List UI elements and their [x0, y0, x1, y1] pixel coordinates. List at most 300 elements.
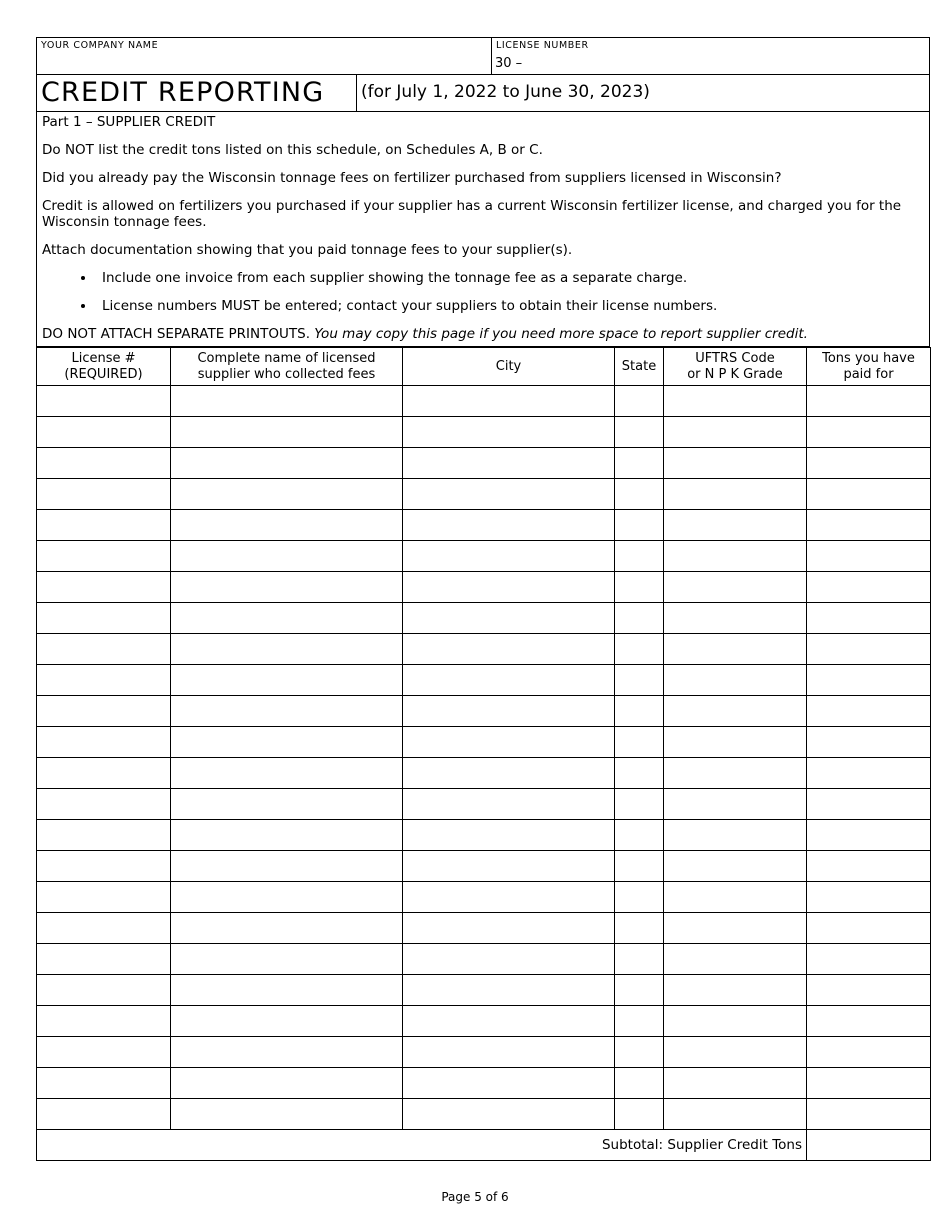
tons-input[interactable]: [807, 666, 930, 694]
table-row: [37, 417, 931, 448]
supplier-input[interactable]: [171, 821, 402, 849]
cell-state: [615, 1068, 664, 1099]
state-input[interactable]: [615, 635, 663, 663]
company-name-label: YOUR COMPANY NAME: [41, 40, 159, 51]
tons-input[interactable]: [807, 697, 930, 725]
uftrs-input[interactable]: [664, 852, 806, 880]
table-header-row: [37, 348, 931, 386]
company-name-cell: [37, 38, 492, 74]
cell-license: [37, 448, 171, 479]
table-row: [37, 789, 931, 820]
uftrs-input[interactable]: [664, 542, 806, 570]
cell-supplier: [171, 479, 403, 510]
title-row: [36, 75, 930, 112]
company-name-input[interactable]: [40, 56, 480, 71]
tons-input[interactable]: [807, 945, 930, 973]
cell-uftrs: [664, 696, 807, 727]
cell-city: [403, 541, 615, 572]
uftrs-input[interactable]: [664, 1038, 806, 1066]
part-heading: Part 1 – SUPPLIER CREDIT: [42, 114, 216, 130]
cell-state: [615, 1006, 664, 1037]
state-input[interactable]: [615, 573, 663, 601]
tons-input[interactable]: [807, 852, 930, 880]
cell-state: [615, 665, 664, 696]
table-row: [37, 727, 931, 758]
cell-license: [37, 541, 171, 572]
state-input[interactable]: [615, 604, 663, 632]
instruction-text: Did you already pay the Wisconsin tonnage fees on fertilizer purchased from suppliers licensed in Wisconsin?: [42, 170, 782, 186]
cell-supplier: [171, 603, 403, 634]
license-input[interactable]: [37, 635, 170, 663]
table-row: [37, 913, 931, 944]
cell-tons: [807, 913, 931, 944]
license-input[interactable]: [37, 976, 170, 1004]
supplier-input[interactable]: [171, 976, 402, 1004]
table-row: [37, 820, 931, 851]
cell-tons: [807, 758, 931, 789]
cell-license: [37, 913, 171, 944]
uftrs-input[interactable]: [664, 914, 806, 942]
cell-license: [37, 696, 171, 727]
city-input[interactable]: [403, 1007, 614, 1035]
cell-state: [615, 1099, 664, 1130]
supplier-input[interactable]: [171, 945, 402, 973]
state-input[interactable]: [615, 1100, 663, 1128]
city-input[interactable]: [403, 790, 614, 818]
state-input[interactable]: [615, 418, 663, 446]
cell-tons: [807, 1068, 931, 1099]
uftrs-input[interactable]: [664, 945, 806, 973]
cell-supplier: [171, 448, 403, 479]
license-number-value[interactable]: 30 –: [495, 56, 523, 71]
city-input[interactable]: [403, 1100, 614, 1128]
supplier-input[interactable]: [171, 1038, 402, 1066]
cell-license: [37, 851, 171, 882]
cell-state: [615, 975, 664, 1006]
cell-state: [615, 634, 664, 665]
tons-input[interactable]: [807, 976, 930, 1004]
cell-city: [403, 1099, 615, 1130]
state-input[interactable]: [615, 387, 663, 415]
state-input[interactable]: [615, 697, 663, 725]
cell-city: [403, 882, 615, 913]
state-input[interactable]: [615, 759, 663, 787]
cell-uftrs: [664, 572, 807, 603]
column-header-supplier: Complete name of licensed supplier who collected fees: [171, 348, 403, 386]
cell-tons: [807, 820, 931, 851]
cell-uftrs: [664, 386, 807, 417]
cell-supplier: [171, 727, 403, 758]
city-input[interactable]: [403, 542, 614, 570]
uftrs-input[interactable]: [664, 1007, 806, 1035]
tons-input[interactable]: [807, 1007, 930, 1035]
cell-city: [403, 417, 615, 448]
license-input[interactable]: [37, 914, 170, 942]
tons-input[interactable]: [807, 511, 930, 539]
cell-license: [37, 603, 171, 634]
cell-uftrs: [664, 944, 807, 975]
cell-tons: [807, 944, 931, 975]
table-row: [37, 665, 931, 696]
subtotal-row: [37, 1130, 931, 1161]
tons-input[interactable]: [807, 883, 930, 911]
cell-supplier: [171, 1006, 403, 1037]
tons-input[interactable]: [807, 914, 930, 942]
license-number-label: LICENSE NUMBER: [496, 40, 589, 51]
cell-license: [37, 510, 171, 541]
state-input[interactable]: [615, 790, 663, 818]
license-input[interactable]: [37, 883, 170, 911]
uftrs-input[interactable]: [664, 604, 806, 632]
uftrs-input[interactable]: [664, 480, 806, 508]
supplier-input[interactable]: [171, 852, 402, 880]
cell-city: [403, 1037, 615, 1068]
cell-uftrs: [664, 1037, 807, 1068]
cell-license: [37, 417, 171, 448]
cell-tons: [807, 975, 931, 1006]
tons-input[interactable]: [807, 759, 930, 787]
cell-state: [615, 448, 664, 479]
license-number-cell: [492, 38, 929, 74]
license-input[interactable]: [37, 573, 170, 601]
city-input[interactable]: [403, 759, 614, 787]
tons-input[interactable]: [807, 635, 930, 663]
cell-license: [37, 975, 171, 1006]
cell-state: [615, 696, 664, 727]
uftrs-input[interactable]: [664, 511, 806, 539]
cell-city: [403, 386, 615, 417]
cell-supplier: [171, 820, 403, 851]
tons-input[interactable]: [807, 480, 930, 508]
cell-supplier: [171, 510, 403, 541]
city-input[interactable]: [403, 914, 614, 942]
cell-license: [37, 727, 171, 758]
cell-uftrs: [664, 479, 807, 510]
table-row: [37, 448, 931, 479]
table-row: [37, 1099, 931, 1130]
table-row: [37, 944, 931, 975]
subtotal-label: Subtotal: Supplier Credit Tons: [37, 1130, 807, 1161]
state-input[interactable]: [615, 449, 663, 477]
cell-uftrs: [664, 820, 807, 851]
supplier-credit-table: [36, 347, 931, 1161]
cell-city: [403, 1068, 615, 1099]
column-header-tons: Tons you have paid for: [807, 348, 931, 386]
tons-input[interactable]: [807, 790, 930, 818]
cell-state: [615, 882, 664, 913]
cell-uftrs: [664, 448, 807, 479]
uftrs-input[interactable]: [664, 1100, 806, 1128]
cell-state: [615, 913, 664, 944]
city-input[interactable]: [403, 821, 614, 849]
cell-tons: [807, 603, 931, 634]
cell-license: [37, 789, 171, 820]
supplier-input[interactable]: [171, 1007, 402, 1035]
uftrs-input[interactable]: [664, 976, 806, 1004]
city-input[interactable]: [403, 635, 614, 663]
license-input[interactable]: [37, 449, 170, 477]
cell-supplier: [171, 975, 403, 1006]
state-input[interactable]: [615, 666, 663, 694]
license-input[interactable]: [37, 387, 170, 415]
subtotal-tons-cell: [807, 1130, 931, 1161]
uftrs-input[interactable]: [664, 821, 806, 849]
license-input[interactable]: [37, 1007, 170, 1035]
cell-uftrs: [664, 975, 807, 1006]
tons-input[interactable]: [807, 728, 930, 756]
city-input[interactable]: [403, 1038, 614, 1066]
cell-uftrs: [664, 1099, 807, 1130]
license-input[interactable]: [37, 604, 170, 632]
cell-tons: [807, 448, 931, 479]
cell-uftrs: [664, 913, 807, 944]
instructions-block: [36, 112, 930, 347]
cell-supplier: [171, 541, 403, 572]
table-row: [37, 386, 931, 417]
cell-license: [37, 1037, 171, 1068]
license-input[interactable]: [37, 666, 170, 694]
uftrs-input[interactable]: [664, 387, 806, 415]
cell-license: [37, 1006, 171, 1037]
supplier-input[interactable]: [171, 883, 402, 911]
table-row: [37, 975, 931, 1006]
city-input[interactable]: [403, 511, 614, 539]
tons-input[interactable]: [807, 542, 930, 570]
license-input[interactable]: [37, 852, 170, 880]
city-input[interactable]: [403, 449, 614, 477]
cell-tons: [807, 1006, 931, 1037]
city-input[interactable]: [403, 604, 614, 632]
cell-uftrs: [664, 634, 807, 665]
cell-tons: [807, 479, 931, 510]
instruction-text: Credit is allowed on fertilizers you purchased if your supplier has a current Wisconsin fertilizer license, and charged you for the Wisconsin tonnage fees.: [42, 198, 902, 230]
state-input[interactable]: [615, 945, 663, 973]
column-header-city: City: [403, 348, 615, 386]
tons-input[interactable]: [807, 1038, 930, 1066]
tons-input[interactable]: [807, 604, 930, 632]
column-header-license: License # (REQUIRED): [37, 348, 171, 386]
supplier-input[interactable]: [171, 604, 402, 632]
cell-tons: [807, 696, 931, 727]
cell-license: [37, 572, 171, 603]
city-input[interactable]: [403, 573, 614, 601]
table-row: [37, 572, 931, 603]
cell-tons: [807, 417, 931, 448]
supplier-input[interactable]: [171, 480, 402, 508]
uftrs-input[interactable]: [664, 697, 806, 725]
uftrs-input[interactable]: [664, 1069, 806, 1097]
instruction-text: Attach documentation showing that you paid tonnage fees to your supplier(s).: [42, 242, 573, 258]
city-input[interactable]: [403, 418, 614, 446]
cell-city: [403, 1006, 615, 1037]
license-input[interactable]: [37, 1069, 170, 1097]
cell-state: [615, 851, 664, 882]
uftrs-input[interactable]: [664, 728, 806, 756]
cell-city: [403, 448, 615, 479]
license-input[interactable]: [37, 1100, 170, 1128]
cell-tons: [807, 572, 931, 603]
header-row: [36, 37, 930, 75]
city-input[interactable]: [403, 852, 614, 880]
cell-tons: [807, 1099, 931, 1130]
license-input[interactable]: [37, 418, 170, 446]
supplier-input[interactable]: [171, 666, 402, 694]
cell-supplier: [171, 851, 403, 882]
cell-license: [37, 665, 171, 696]
tons-input[interactable]: [807, 418, 930, 446]
supplier-input[interactable]: [171, 728, 402, 756]
license-input[interactable]: [37, 1038, 170, 1066]
uftrs-input[interactable]: [664, 759, 806, 787]
cell-state: [615, 510, 664, 541]
uftrs-input[interactable]: [664, 635, 806, 663]
instruction-text: Do NOT list the credit tons listed on this schedule, on Schedules A, B or C.: [42, 142, 543, 158]
license-input[interactable]: [37, 511, 170, 539]
tons-input[interactable]: [807, 821, 930, 849]
tons-input[interactable]: [807, 387, 930, 415]
cell-supplier: [171, 386, 403, 417]
supplier-input[interactable]: [171, 511, 402, 539]
cell-supplier: [171, 789, 403, 820]
license-input[interactable]: [37, 945, 170, 973]
cell-supplier: [171, 1037, 403, 1068]
city-input[interactable]: [403, 883, 614, 911]
state-input[interactable]: [615, 883, 663, 911]
state-input[interactable]: [615, 1038, 663, 1066]
bullet-item: • Include one invoice from each supplier showing the tonnage fee as a separate charge.: [96, 270, 924, 286]
tons-input[interactable]: [807, 449, 930, 477]
license-input[interactable]: [37, 542, 170, 570]
cell-city: [403, 913, 615, 944]
license-input[interactable]: [37, 790, 170, 818]
cell-state: [615, 1037, 664, 1068]
cell-uftrs: [664, 1068, 807, 1099]
state-input[interactable]: [615, 728, 663, 756]
cell-tons: [807, 665, 931, 696]
tons-input[interactable]: [807, 573, 930, 601]
state-input[interactable]: [615, 542, 663, 570]
state-input[interactable]: [615, 914, 663, 942]
cell-city: [403, 665, 615, 696]
bullet-item: • License numbers MUST be entered; contact your suppliers to obtain their license numbers.: [96, 298, 924, 314]
table-row: [37, 541, 931, 572]
page-title: CREDIT REPORTING: [37, 75, 357, 111]
city-input[interactable]: [403, 697, 614, 725]
state-input[interactable]: [615, 1007, 663, 1035]
supplier-input[interactable]: [171, 542, 402, 570]
license-input[interactable]: [37, 821, 170, 849]
cell-state: [615, 789, 664, 820]
cell-city: [403, 510, 615, 541]
cell-uftrs: [664, 417, 807, 448]
cell-tons: [807, 1037, 931, 1068]
cell-state: [615, 541, 664, 572]
table-row: [37, 634, 931, 665]
subtotal-tons-input[interactable]: [807, 1131, 930, 1159]
supplier-input[interactable]: [171, 697, 402, 725]
tons-input[interactable]: [807, 1069, 930, 1097]
supplier-input[interactable]: [171, 759, 402, 787]
cell-license: [37, 820, 171, 851]
cell-tons: [807, 510, 931, 541]
cell-city: [403, 789, 615, 820]
column-header-uftrs: UFTRS Code or N P K Grade: [664, 348, 807, 386]
city-input[interactable]: [403, 976, 614, 1004]
supplier-input[interactable]: [171, 635, 402, 663]
uftrs-input[interactable]: [664, 418, 806, 446]
uftrs-input[interactable]: [664, 449, 806, 477]
cell-uftrs: [664, 851, 807, 882]
uftrs-input[interactable]: [664, 573, 806, 601]
supplier-input[interactable]: [171, 1100, 402, 1128]
uftrs-input[interactable]: [664, 883, 806, 911]
cell-city: [403, 479, 615, 510]
printout-warning: DO NOT ATTACH SEPARATE PRINTOUTS.: [42, 326, 310, 342]
cell-city: [403, 603, 615, 634]
supplier-input[interactable]: [171, 418, 402, 446]
page-number: Page 5 of 6: [441, 1190, 509, 1204]
cell-uftrs: [664, 1006, 807, 1037]
cell-license: [37, 758, 171, 789]
printout-notice: [42, 326, 924, 342]
city-input[interactable]: [403, 480, 614, 508]
cell-city: [403, 634, 615, 665]
city-input[interactable]: [403, 387, 614, 415]
state-input[interactable]: [615, 1069, 663, 1097]
uftrs-input[interactable]: [664, 790, 806, 818]
city-input[interactable]: [403, 945, 614, 973]
city-input[interactable]: [403, 1069, 614, 1097]
cell-tons: [807, 634, 931, 665]
table-row: [37, 696, 931, 727]
license-input[interactable]: [37, 697, 170, 725]
license-input[interactable]: [37, 728, 170, 756]
cell-tons: [807, 386, 931, 417]
supplier-input[interactable]: [171, 387, 402, 415]
supplier-input[interactable]: [171, 1069, 402, 1097]
cell-supplier: [171, 1068, 403, 1099]
city-input[interactable]: [403, 666, 614, 694]
supplier-input[interactable]: [171, 914, 402, 942]
cell-supplier: [171, 758, 403, 789]
cell-tons: [807, 851, 931, 882]
cell-uftrs: [664, 510, 807, 541]
city-input[interactable]: [403, 728, 614, 756]
state-input[interactable]: [615, 852, 663, 880]
cell-uftrs: [664, 665, 807, 696]
table-row: [37, 1006, 931, 1037]
cell-city: [403, 572, 615, 603]
supplier-input[interactable]: [171, 573, 402, 601]
supplier-input[interactable]: [171, 790, 402, 818]
table-row: [37, 1068, 931, 1099]
license-input[interactable]: [37, 480, 170, 508]
cell-city: [403, 727, 615, 758]
cell-supplier: [171, 944, 403, 975]
table-row: [37, 510, 931, 541]
cell-supplier: [171, 1099, 403, 1130]
tons-input[interactable]: [807, 1100, 930, 1128]
license-input[interactable]: [37, 759, 170, 787]
cell-license: [37, 634, 171, 665]
supplier-input[interactable]: [171, 449, 402, 477]
cell-uftrs: [664, 541, 807, 572]
state-input[interactable]: [615, 821, 663, 849]
state-input[interactable]: [615, 511, 663, 539]
state-input[interactable]: [615, 976, 663, 1004]
state-input[interactable]: [615, 480, 663, 508]
uftrs-input[interactable]: [664, 666, 806, 694]
